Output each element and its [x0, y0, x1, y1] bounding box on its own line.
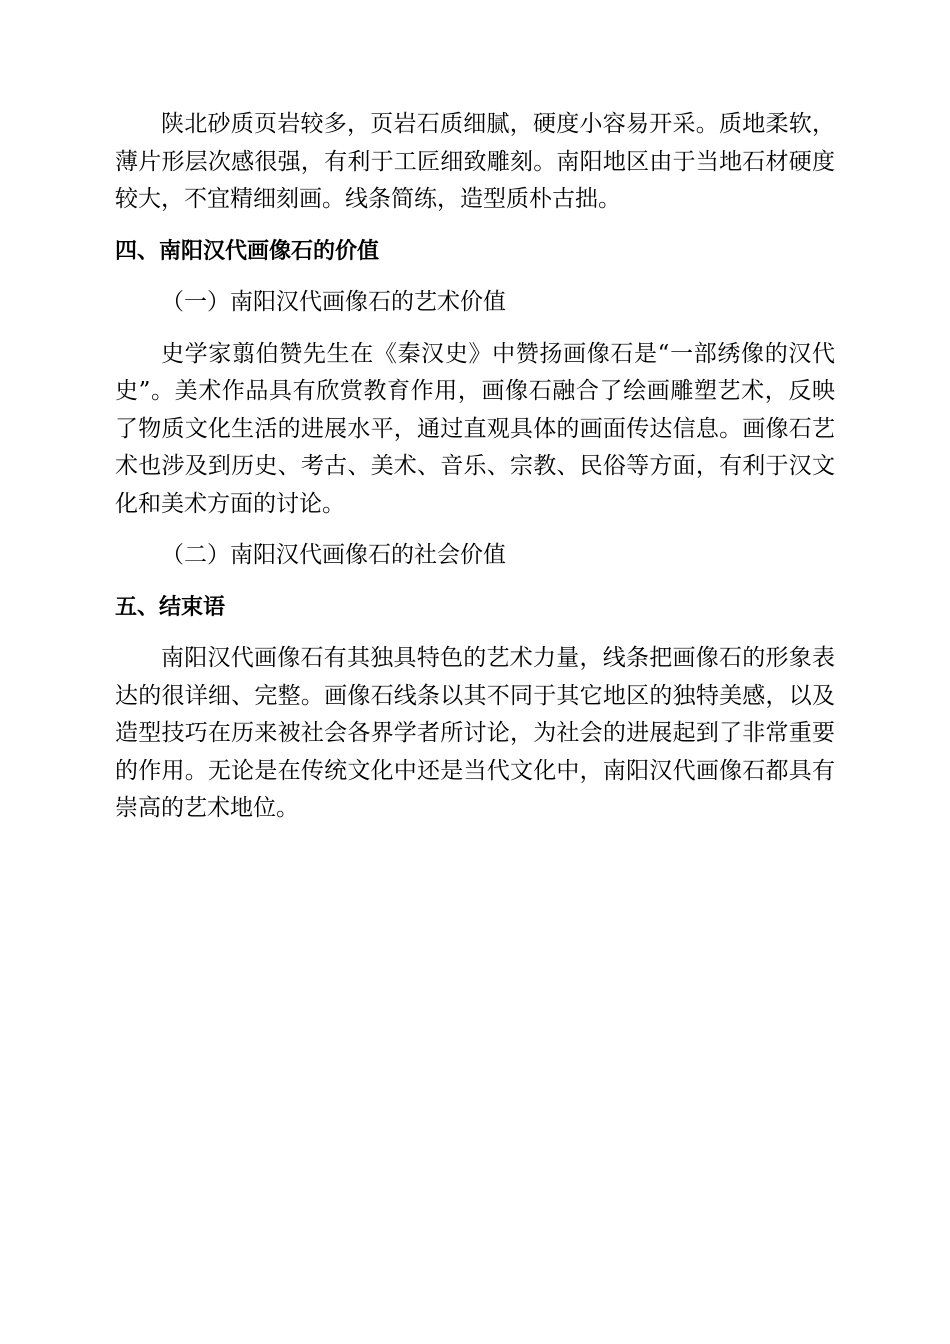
document-body: [115, 106, 835, 842]
paragraph-conclusion: 南阳汉代画像石有其独具特色的艺术力量，线条把画像石的形象表达的很详细、完整。画像石线条以其不同于其它地区的独特美感，以及造型技巧在历来被社会各界学者所讨论，为社会的进展起到了非常重要的作用。无论是在传统文化中还是当代文化中，南阳汉代画像石都具有崇高的艺术地位。: [115, 645, 835, 821]
subheading-social-value: （二）南阳汉代画像石的社会价值: [161, 542, 506, 568]
section-heading-value: 四、南阳汉代画像石的价值: [115, 238, 380, 264]
section-heading-conclusion: 五、结束语: [115, 594, 226, 620]
paragraph-stone-material: 陕北砂质页岩较多，页岩石质细腻，硬度小容易开采。质地柔软，薄片形层次感很强，有利于工匠细致雕刻。南阳地区由于当地石材硬度较大，不宜精细刻画。线条简练，造型质朴古拙。: [115, 111, 835, 212]
subheading-artistic-value: （一）南阳汉代画像石的艺术价值: [161, 289, 506, 315]
paragraph-artistic-value: 史学家翦伯赞先生在《秦汉史》中赞扬画像石是“一部绣像的汉代史”。美术作品具有欣赏教育作用，画像石融合了绘画雕塑艺术，反映了物质文化生活的进展水平，通过直观具体的画面传达信息。画像石艺术也涉及到历史、考古、美术、音乐、宗教、民俗等方面，有利于汉文化和美术方面的讨论。: [115, 340, 835, 517]
